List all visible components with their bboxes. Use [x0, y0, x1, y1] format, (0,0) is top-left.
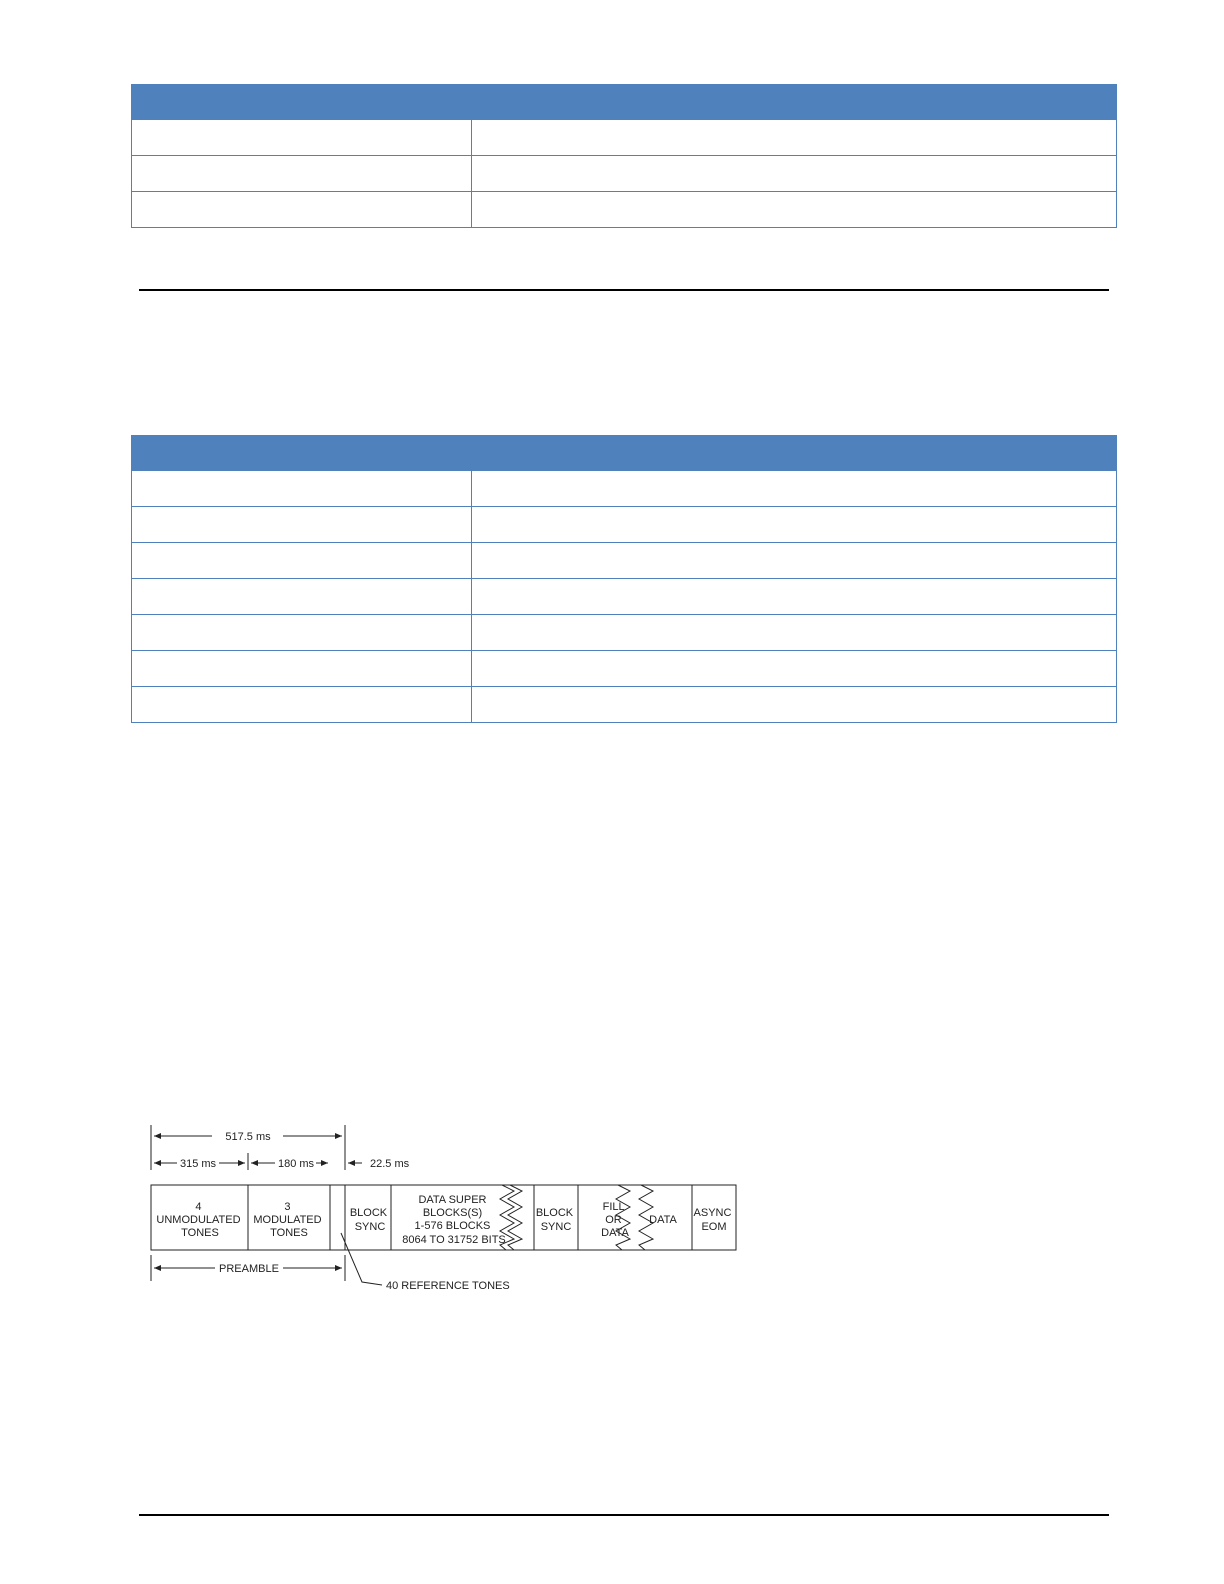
table-row	[132, 156, 1117, 192]
table-cell	[132, 192, 472, 228]
block-text: 3	[284, 1201, 291, 1213]
reference-tones-leader	[341, 1233, 382, 1285]
table-cell	[132, 543, 472, 579]
data-block: DATA	[649, 1214, 677, 1226]
table-row	[132, 471, 1117, 507]
table-cell	[472, 192, 1117, 228]
total-duration-label: 517.5 ms	[225, 1131, 271, 1143]
table-cell	[132, 579, 472, 615]
block-text: OR	[605, 1214, 622, 1226]
table-row	[132, 579, 1117, 615]
table-row	[132, 120, 1117, 156]
header-cell	[472, 85, 1117, 120]
table-1	[131, 84, 1117, 228]
seg2-duration-label: 180 ms	[277, 1158, 315, 1170]
block-text: FILL	[602, 1201, 625, 1213]
block-sync-1	[350, 1207, 390, 1233]
waveform-structure-diagram	[140, 1115, 760, 1305]
table-cell	[132, 156, 472, 192]
table-cell	[472, 687, 1117, 723]
table-cell	[472, 651, 1117, 687]
table-row	[132, 507, 1117, 543]
table-cell	[132, 651, 472, 687]
preamble-label: PREAMBLE	[219, 1263, 279, 1275]
block-text: TONES	[270, 1227, 308, 1239]
data-super-blocks	[402, 1194, 506, 1246]
table-cell	[132, 507, 472, 543]
seg3-duration-label: 22.5 ms	[370, 1158, 410, 1170]
header-cell	[132, 436, 472, 471]
seg1-duration-label: 315 ms	[179, 1158, 217, 1170]
table-row	[132, 615, 1117, 651]
block-text: EOM	[701, 1221, 727, 1233]
table-row	[132, 192, 1117, 228]
block-sync-2	[536, 1207, 576, 1233]
table-cell	[132, 615, 472, 651]
unmodulated-tones-block	[156, 1201, 243, 1239]
table-header	[132, 436, 1117, 471]
table-row	[132, 687, 1117, 723]
horizontal-rule	[139, 1514, 1109, 1516]
modulated-tones-block	[253, 1201, 324, 1239]
reference-tones-label: 40 REFERENCE TONES	[386, 1280, 510, 1292]
block-text: BLOCK	[535, 1207, 574, 1219]
block-text: TONES	[181, 1227, 219, 1239]
table-cell	[472, 579, 1117, 615]
header-cell	[472, 436, 1117, 471]
block-text: SYNC	[354, 1221, 386, 1233]
block-text: 8064 TO 31752 BITS	[402, 1234, 506, 1246]
table-header	[132, 85, 1117, 120]
block-text: SYNC	[540, 1221, 572, 1233]
block-text: UNMODULATED	[156, 1214, 241, 1226]
table-cell	[472, 615, 1117, 651]
table-cell	[132, 120, 472, 156]
table-cell	[472, 120, 1117, 156]
table-cell	[132, 471, 472, 507]
block-text: 1-576 BLOCKS	[414, 1220, 491, 1232]
table-cell	[472, 471, 1117, 507]
table-cell	[472, 543, 1117, 579]
table-cell	[132, 687, 472, 723]
header-cell	[132, 85, 472, 120]
table-row	[132, 651, 1117, 687]
block-text: 4	[195, 1201, 202, 1213]
block-text: DATA SUPER	[418, 1194, 487, 1206]
table-cell	[472, 156, 1117, 192]
block-text: MODULATED	[253, 1214, 322, 1226]
table-2	[131, 435, 1117, 723]
table-row	[132, 543, 1117, 579]
block-text: ASYNC	[693, 1207, 732, 1219]
block-text: BLOCK	[349, 1207, 388, 1219]
table-cell	[472, 507, 1117, 543]
async-eom-block	[694, 1207, 735, 1233]
horizontal-rule	[139, 289, 1109, 291]
block-text: DATA	[601, 1227, 629, 1239]
block-text: BLOCKS(S)	[422, 1207, 483, 1219]
